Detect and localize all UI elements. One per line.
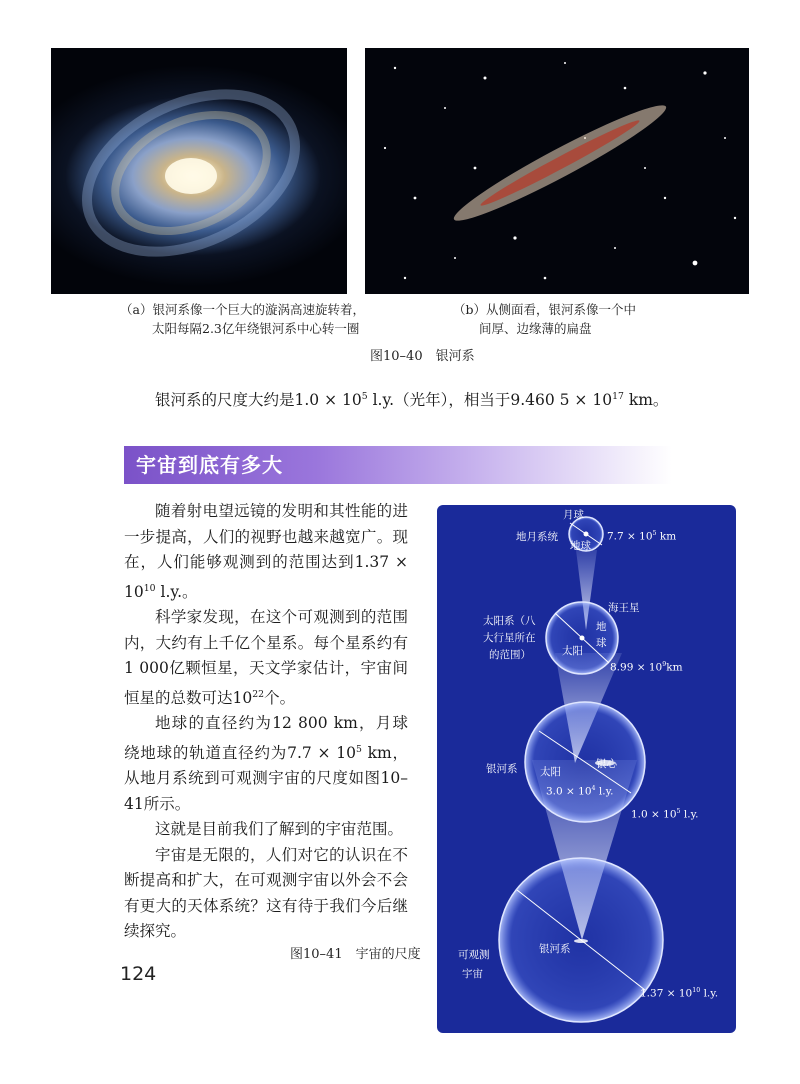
label-neptune: 海王星 — [608, 602, 640, 614]
paragraph-1: 随着射电望远镜的发明和其性能的进一步提高，人们的视野也越来越宽广。现在，人们能够观测到的范围达到$1.37 \times 10^{10}$ l.y.。 — [124, 502, 408, 601]
label-sun-distance: $3.0 \times 10^4$ l.y. — [546, 785, 614, 798]
figure-40b-caption: （b）从侧面看，银河系像一个中 间厚、边缘薄的扁盘 — [453, 302, 637, 336]
paragraph-5: 宇宙是无限的，人们对它的认识在不断提高和扩大，在可观测宇宙以外会不会有更大的天体系统？这有待于我们今后继续探究。 — [124, 845, 408, 941]
label-milky-way-2: 银河系 — [539, 943, 571, 955]
label-sun: 太阳 — [562, 645, 583, 657]
label-galactic-center: 银心 — [596, 758, 617, 770]
figure-41-title: 图10–41 宇宙的尺度 — [290, 947, 421, 962]
paragraph-2: 科学家发现，在这个可观测到的范围内，大约有上千亿个星系。每个星系约有1 000亿颗恒星，天文学家估计，宇宙间恒星的总数可达$10^{22}$个。 — [124, 608, 408, 707]
label-solar-size: $8.99 \times 10^9km$ — [610, 661, 683, 674]
label-earth-vertical: 地 球 — [596, 621, 607, 649]
paragraph-3: 地球的直径约为12 800 km，月球绕地球的轨道直径约为$7.7 \times 10^5$ km，从地月系统到可观测宇宙的尺度如图10–41所示。 — [124, 714, 408, 813]
label-moon: 月球 — [563, 509, 584, 521]
figure-40a-caption: （a）银河系像一个巨大的漩涡高速旋转着， 太阳每隔2.3亿年绕银河系中心转一圈 — [120, 302, 365, 336]
section-title: 宇宙到底有多大 — [136, 453, 283, 477]
label-observable-universe: 可观测 宇宙 — [458, 949, 490, 980]
label-earth-moon-system: 地月系统 — [516, 531, 558, 543]
paragraph-4: 这就是目前我们了解到的宇宙范围。 — [155, 820, 404, 839]
page-number: 124 — [120, 963, 157, 985]
label-earth: 地球 — [570, 540, 591, 552]
label-sun-2: 太阳 — [540, 766, 561, 778]
body-text — [124, 499, 408, 945]
galaxy-scale-sentence: 银河系的尺度大约是$1.0 \times 10^5$ l.y.（光年），相当于9.460 $5 \times 10^{17}$ km。 — [155, 391, 669, 410]
label-solar-system: 太阳系（八 大行星所在 的范围） — [483, 615, 536, 661]
label-universe-size: $1.37 \times 10^{10}$ l.y. — [640, 987, 719, 1000]
label-earth-moon-size: $7.7 \times 10^5$ km — [607, 530, 677, 543]
universe-scale-diagram — [437, 505, 736, 1033]
label-milky-way: 银河系 — [486, 763, 518, 775]
galaxy-edge-on-photo — [365, 48, 749, 294]
label-galaxy-size: $1.0 \times 10^5$ l.y. — [631, 808, 699, 821]
figure-40-title: 图10–40 银河系 — [370, 349, 475, 364]
galaxy-spiral-photo — [51, 48, 347, 294]
